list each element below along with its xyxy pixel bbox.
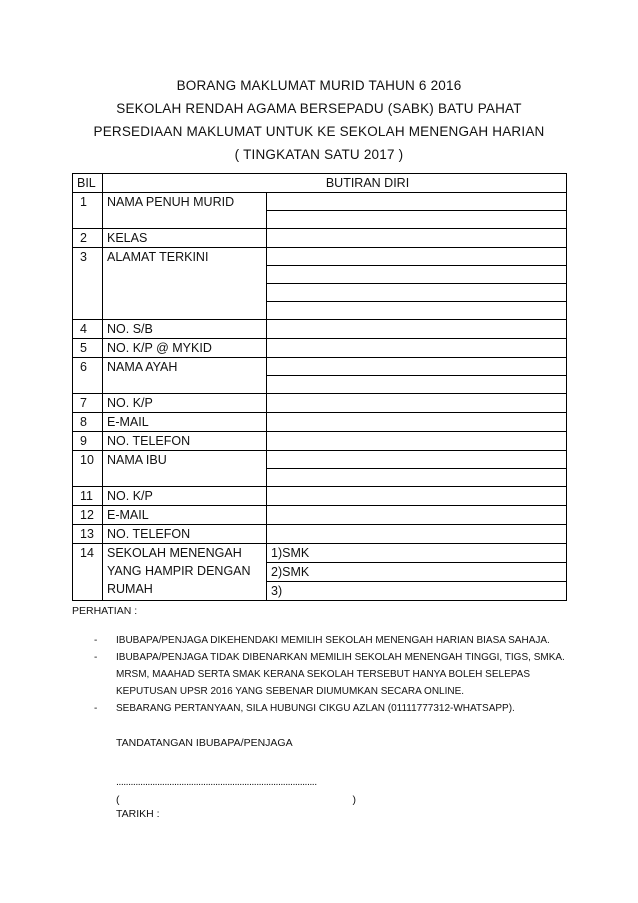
school-choice-1[interactable]: 1)SMK [267,544,567,563]
student-info-table [72,173,567,601]
row-label: E-MAIL [103,506,267,525]
father-name-field-1[interactable] [267,358,567,376]
table-row [73,451,567,469]
table-row [73,248,567,266]
notice-list [94,632,574,717]
row-no: 10 [73,451,103,487]
father-ic-field[interactable] [267,394,567,413]
table-row [73,320,567,339]
mother-phone-field[interactable] [267,525,567,544]
address-field-2[interactable] [267,266,567,284]
row-no: 6 [73,358,103,394]
table-header-row [73,174,567,193]
mother-ic-field[interactable] [267,487,567,506]
row-label: NO. K/P @ MYKID [103,339,267,358]
row-no: 7 [73,394,103,413]
table-row [73,193,567,211]
row-label: NO. S/B [103,320,267,339]
school-choice-label: SEKOLAH MENENGAH YANG HAMPIR DENGAN RUMAH [103,544,267,601]
table-row [73,487,567,506]
row-label: NAMA PENUH MURID [103,193,267,229]
col-details-header: BUTIRAN DIRI [103,174,567,193]
row-label: ALAMAT TERKINI [103,248,267,320]
row-label: E-MAIL [103,413,267,432]
school-choice-3[interactable]: 3) [267,582,567,601]
mykid-field[interactable] [267,339,567,358]
signature-line: ................................................................................... [116,776,317,788]
row-no: 5 [73,339,103,358]
row-no: 14 [73,544,103,601]
row-label: KELAS [103,229,267,248]
row-label: NO. K/P [103,487,267,506]
row-label: NAMA IBU [103,451,267,487]
name-field-1[interactable] [267,193,567,211]
father-phone-field[interactable] [267,432,567,451]
birth-cert-field[interactable] [267,320,567,339]
name-field-2[interactable] [267,211,567,229]
notice-title: PERHATIAN : [72,605,138,617]
father-email-field[interactable] [267,413,567,432]
father-name-field-2[interactable] [267,376,567,394]
table-row [73,432,567,451]
row-no: 11 [73,487,103,506]
signature-label: TANDATANGAN IBUBAPA/PENJAGA [116,737,293,749]
table-row [73,413,567,432]
list-item: - IBUBAPA/PENJAGA TIDAK DIBENARKAN MEMILIH SEKOLAH MENENGAH TINGGI, TIGS, SMKA. MRSM, MAAHAD SERTA SMAK KERANA SEKOLAH TERSEBUT HANYA BOLEH SELEPAS KEPUTUSAN UPSR 2016 YANG SEBENAR DIUMUMKAN SECARA ONLINE. [94,652,565,697]
form-title: BORANG MAKLUMAT MURID TAHUN 6 2016 [176,78,462,93]
row-no: 8 [73,413,103,432]
table-row [73,394,567,413]
list-item: - IBUBAPA/PENJAGA DIKEHENDAKI MEMILIH SEKOLAH MENENGAH HARIAN BIASA SAHAJA. [94,635,550,646]
table-row [73,339,567,358]
mother-name-field-2[interactable] [267,469,567,487]
school-name: SEKOLAH RENDAH AGAMA BERSEPADU (SABK) BATU PAHAT [116,101,522,116]
row-no: 2 [73,229,103,248]
row-no: 9 [73,432,103,451]
address-field-1[interactable] [267,248,567,266]
mother-email-field[interactable] [267,506,567,525]
form-level: ( TINGKATAN SATU 2017 ) [234,147,404,162]
table-row [73,544,567,563]
col-bil-header: BIL [73,174,103,193]
address-field-4[interactable] [267,302,567,320]
row-label: NO. K/P [103,394,267,413]
form-purpose: PERSEDIAAN MAKLUMAT UNTUK KE SEKOLAH MENENGAH HARIAN [93,124,545,139]
row-no: 1 [73,193,103,229]
row-label: NAMA AYAH [103,358,267,394]
mother-name-field-1[interactable] [267,451,567,469]
date-label: TARIKH : [116,808,160,820]
table-row [73,525,567,544]
signature-name-parens: ( ) [116,794,356,806]
row-label: NO. TELEFON [103,432,267,451]
row-no: 3 [73,248,103,320]
address-field-3[interactable] [267,284,567,302]
list-item: - SEBARANG PERTANYAAN, SILA HUBUNGI CIKGU AZLAN (01111777312-WHATSAPP). [94,703,515,714]
table-row [73,229,567,248]
class-field[interactable] [267,229,567,248]
table-row [73,506,567,525]
table-row [73,358,567,376]
school-choice-2[interactable]: 2)SMK [267,563,567,582]
row-no: 12 [73,506,103,525]
row-no: 13 [73,525,103,544]
row-label: NO. TELEFON [103,525,267,544]
row-no: 4 [73,320,103,339]
